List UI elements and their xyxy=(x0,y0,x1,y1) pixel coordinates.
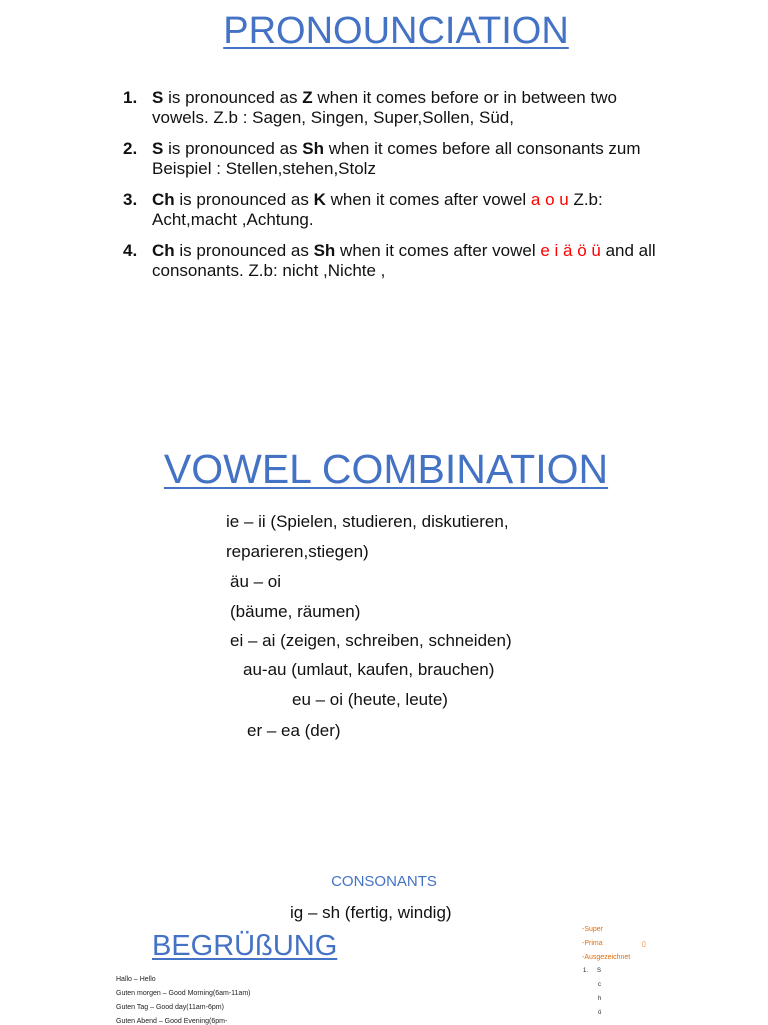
side-list-item: -Super xyxy=(582,926,604,933)
rule-item xyxy=(112,139,657,179)
rule-number: 3. xyxy=(123,190,138,209)
rule-text: is pronounced as xyxy=(174,241,314,260)
rule-sound: Sh xyxy=(313,241,336,260)
rule-sound: Z xyxy=(302,88,313,107)
rule-letter: S xyxy=(152,88,164,107)
side-list-letter: h xyxy=(598,996,602,1002)
rule-letter: Ch xyxy=(152,241,175,260)
rule-text: when it comes before all consonants zum Beispiel : Stellen,stehen,Stolz xyxy=(152,139,641,178)
rule-item xyxy=(112,190,657,230)
rule-number: 2. xyxy=(123,139,138,158)
rule-text: is pronounced as xyxy=(174,190,314,209)
pronunciation-title: PRONOUNCIATION xyxy=(223,10,569,52)
vowel-line: eu – oi (heute, leute) xyxy=(292,690,448,709)
side-list-letter: ö xyxy=(598,1010,602,1016)
side-list-item: -Ausgezeichnet xyxy=(582,954,631,961)
rule-sound: K xyxy=(313,190,326,209)
side-list-letter: c xyxy=(598,982,601,988)
rule-text: when it comes after vowel xyxy=(335,241,541,260)
vowel-line: (bäume, räumen) xyxy=(230,602,361,621)
consonants-heading: CONSONANTS xyxy=(331,873,437,890)
greeting-title: BEGRÜßUNG xyxy=(152,930,338,962)
greeting-line: Guten morgen – Good Morning(6am-11am) xyxy=(116,990,251,997)
consonant-line: ig – sh (fertig, windig) xyxy=(290,903,452,922)
rule-number: 1. xyxy=(123,88,138,107)
rule-text: when it comes after vowel xyxy=(325,190,531,209)
rule-letter: Ch xyxy=(152,190,175,209)
vowel-line: ie – ii (Spielen, studieren, diskutieren, xyxy=(226,512,509,531)
greeting-line: Hallo – Hello xyxy=(116,976,156,983)
rule-item xyxy=(112,88,657,128)
greeting-line: Guten Tag – Good day(11am-6pm) xyxy=(116,1004,224,1011)
rule-vowels-highlight: a o u xyxy=(530,190,569,209)
vowel-line: ei – ai (zeigen, schreiben, schneiden) xyxy=(230,631,512,650)
vowel-line: reparieren,stiegen) xyxy=(226,542,369,561)
rule-text: Z.b: Acht,macht ,Achtung. xyxy=(152,190,603,229)
vowel-line: äu – oi xyxy=(230,572,282,591)
side-list-number: 1. xyxy=(583,968,589,974)
rule-number: 4. xyxy=(123,241,138,260)
rule-sound: Sh xyxy=(302,139,324,158)
greeting-line: Guten Abend – Good Evening(6pm- xyxy=(116,1018,228,1025)
rule-text: is pronounced as xyxy=(163,88,303,107)
side-list-item: -Prima xyxy=(582,940,603,947)
rule-text: and all consonants. Z.b: nicht ,Nichte , xyxy=(152,241,656,280)
vowel-line: er – ea (der) xyxy=(247,721,341,740)
rule-text: when it comes before or in between two vowels. Z.b : Sagen, Singen, Super,Sollen, Süd, xyxy=(152,88,617,127)
placeholder-glyph-icon: ▯ xyxy=(642,941,646,948)
vowel-line: au-au (umlaut, kaufen, brauchen) xyxy=(243,660,495,679)
side-list-letter: S xyxy=(597,968,602,974)
rule-item xyxy=(112,241,657,281)
rule-letter: S xyxy=(152,139,164,158)
vowel-combination-title: VOWEL COMBINATION xyxy=(163,446,609,492)
rule-text: is pronounced as xyxy=(163,139,303,158)
rule-vowels-highlight: e i ä ö ü xyxy=(540,241,601,260)
pronunciation-rules-list xyxy=(112,88,657,292)
